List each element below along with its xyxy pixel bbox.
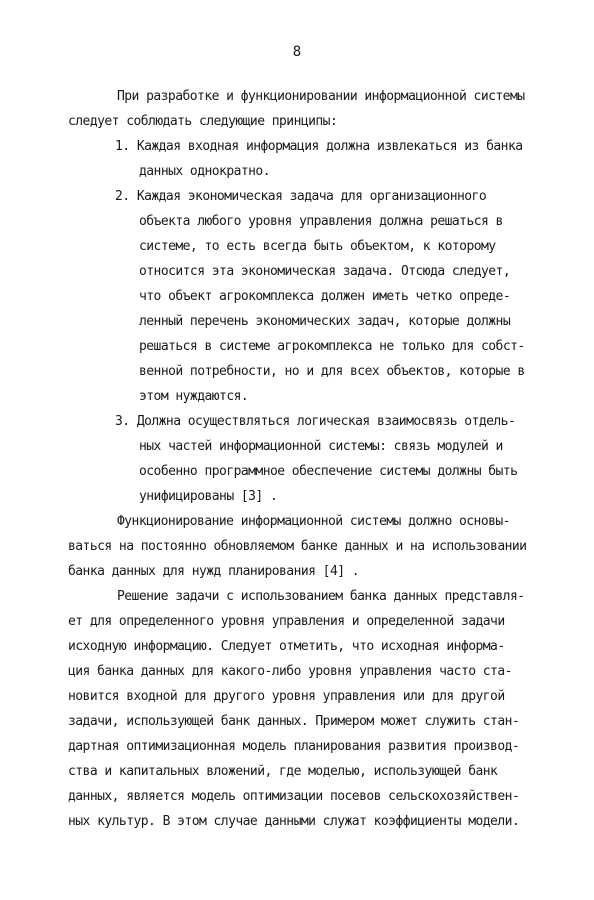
list-item-line: объекта любого уровня управления должна решаться в bbox=[139, 214, 503, 229]
text-line: ет для определенного уровня управления и определенной задачи bbox=[68, 614, 505, 629]
list-item-line: ных частей информационной системы: связь модулей и bbox=[139, 439, 503, 454]
text-line: следует соблюдать следующие принципы: bbox=[68, 114, 338, 129]
list-item-line: данных однократно. bbox=[139, 164, 270, 179]
text-line: исходную информацию. Следует отметить, что исходная информа- bbox=[68, 639, 505, 654]
text-line: данных, является модель оптимизации посевов сельскохозяйствен- bbox=[68, 789, 520, 804]
list-item-line: ленный перечень экономических задач, которые должны bbox=[139, 314, 511, 329]
list-item-line: 2. Каждая экономическая задача для организационного bbox=[115, 189, 487, 204]
text-line: Решение задачи с использованием банка данных представля- bbox=[117, 589, 525, 604]
list-item-line: унифицированы [3] . bbox=[139, 489, 278, 504]
list-item-line: 1. Каждая входная информация должна извлекаться из банка bbox=[115, 139, 523, 154]
text-line: новится входной для другого уровня управления или для другой bbox=[68, 689, 505, 704]
text-line: задачи, использующей банк данных. Примером может служить стан- bbox=[68, 714, 520, 729]
text-line: дартная оптимизационная модель планирования развития производ- bbox=[68, 739, 520, 754]
text-line: банка данных для нужд планирования [4] . bbox=[68, 564, 360, 579]
text-line: ваться на постоянно обновляемом банке данных и на использовании bbox=[68, 539, 527, 554]
list-item-line: относится эта экономическая задача. Отсюда следует, bbox=[139, 264, 511, 279]
list-item-line: решаться в системе агрокомплекса не только для собст- bbox=[139, 339, 525, 354]
page-number: 8 bbox=[292, 44, 302, 60]
list-item-line: особенно программное обеспечение системы должны быть bbox=[139, 464, 518, 479]
text-line: ция банка данных для какого-либо уровня управления часто ста- bbox=[68, 664, 512, 679]
text-line: ных культур. В этом случае данными служат коэффициенты модели. bbox=[68, 814, 520, 829]
list-item-line: системе, то есть всегда быть объектом, к которому bbox=[139, 239, 496, 254]
list-item-line: 3. Должна осуществляться логическая взаимосвязь отдель- bbox=[115, 414, 516, 429]
text-line: ства и капитальных вложений, где моделью, использующей банк bbox=[68, 764, 498, 779]
list-item-line: этом нуждаются. bbox=[139, 389, 249, 404]
text-line: При разработке и функционировании информационной системы bbox=[117, 89, 525, 104]
list-item-line: венной потребности, но и для всех объектов, которые в bbox=[139, 364, 525, 379]
text-line: Функционирование информационной системы должно основы- bbox=[117, 514, 510, 529]
list-item-line: что объект агрокомплекса должен иметь четко опреде- bbox=[139, 289, 511, 304]
